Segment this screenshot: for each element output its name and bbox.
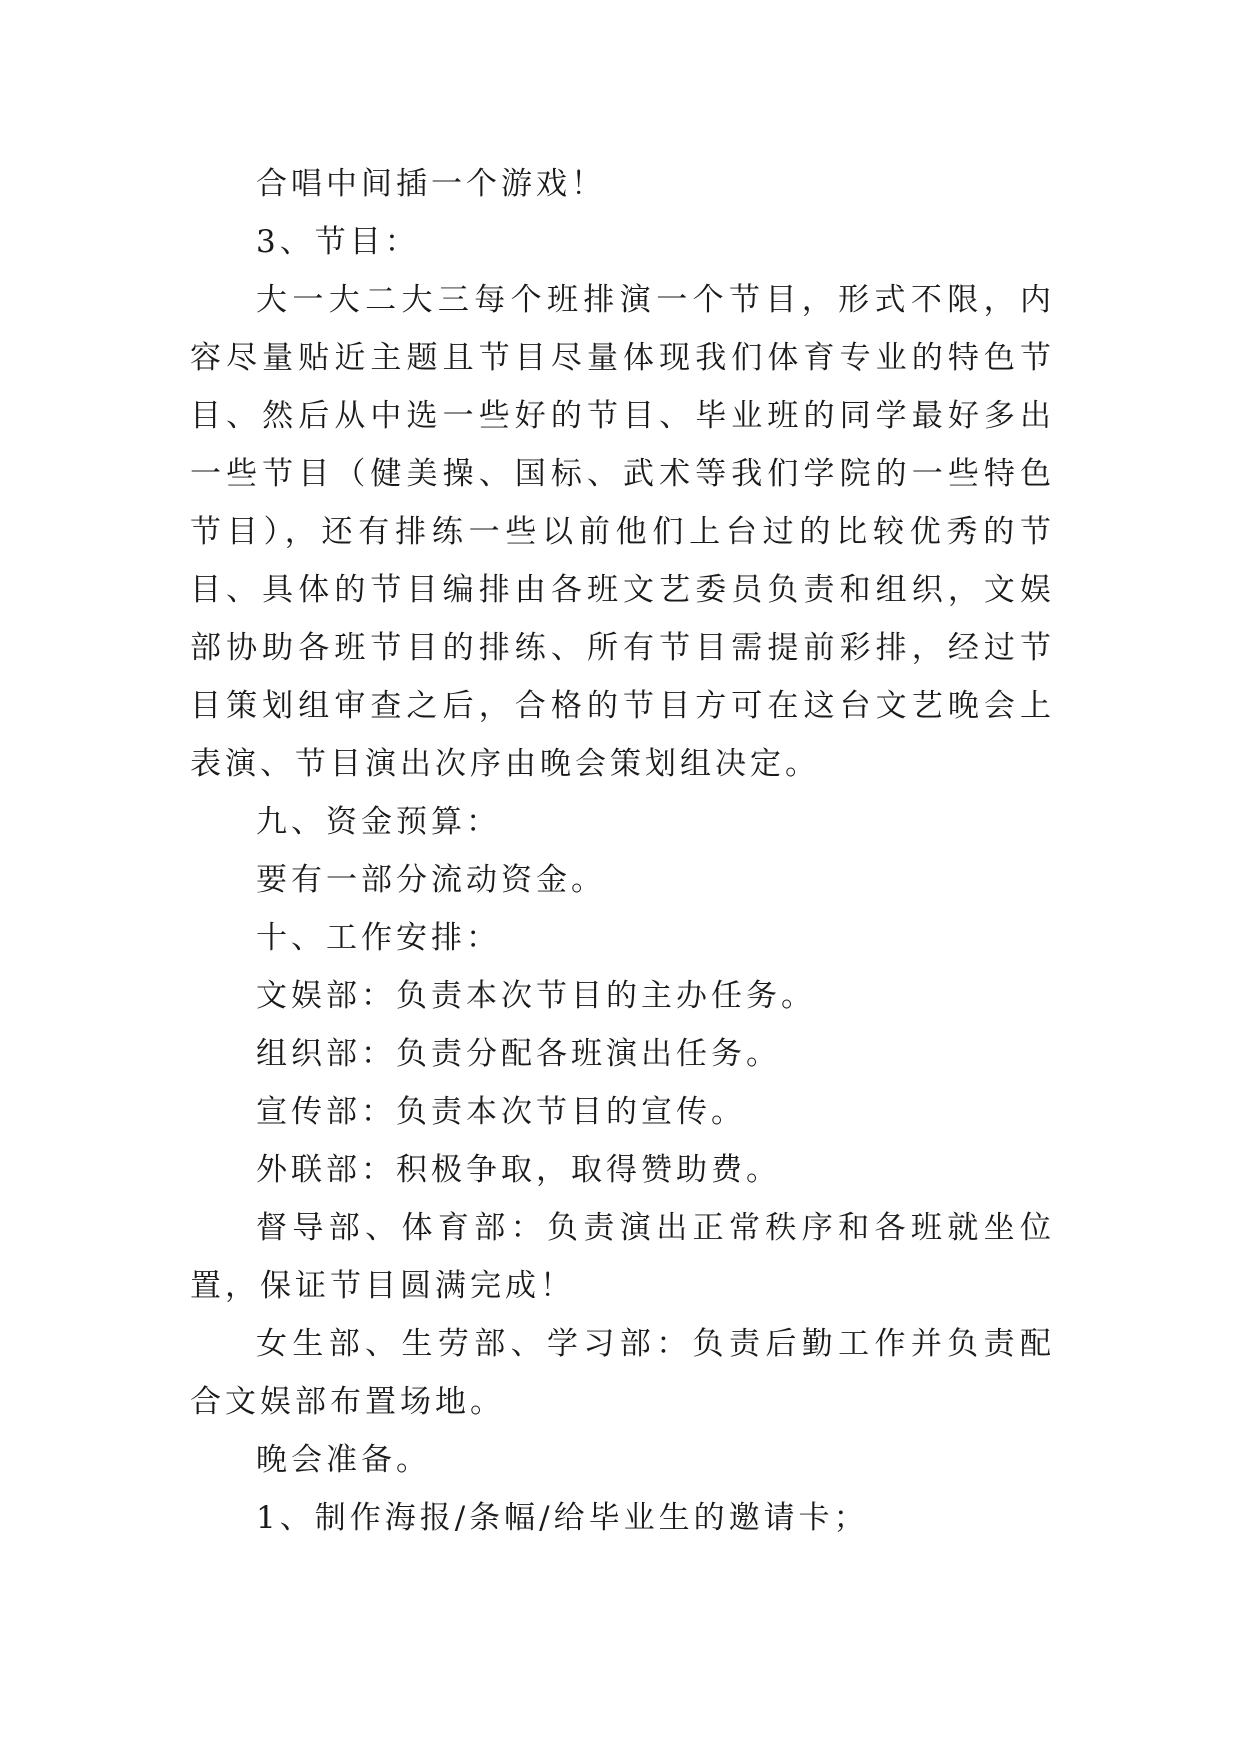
paragraph-supervision-sports-dept: 督导部、体育部：负责演出正常秩序和各班就坐位置，保证节目圆满完成！	[190, 1210, 1055, 1304]
paragraph-external-dept: 外联部：积极争取，取得赞助费。	[256, 1152, 781, 1188]
paragraph-entertainment-dept: 文娱部：负责本次节目的主办任务。	[256, 978, 816, 1014]
paragraph-logistics-depts: 女生部、生劳部、学习部：负责后勤工作并负责配合文娱部布置场地。	[190, 1326, 1055, 1420]
paragraph-publicity-dept: 宣传部：负责本次节目的宣传。	[256, 1094, 746, 1130]
paragraph-budget: 要有一部分流动资金。	[256, 862, 606, 898]
paragraph-programs-detail: 大一大二大三每个班排演一个节目，形式不限，内容尽量贴近主题且节目尽量体现我们体育专业的特色节目、然后从中选一些好的节目、毕业班的同学最好多出一些节目（健美操、国标、武术等我们学院的一些特色节目），还有排练一些以前他们上台过的比较优秀的节目、具体的节目编排由各班文艺委员负责和组织，文娱部协助各班节目的排练、所有节目需提前彩排，经过节目策划组审查之后，合格的节目方可在这台文艺晚会上表演、节目演出次序由晚会策划组决定。	[190, 282, 1055, 782]
paragraph-preparation-item-1: 1、制作海报/条幅/给毕业生的邀请卡；	[256, 1500, 869, 1536]
heading-work-arrangement: 十、工作安排：	[256, 920, 501, 956]
document-body	[190, 155, 1055, 1547]
heading-gala-preparation: 晚会准备。	[256, 1442, 431, 1478]
heading-programs: 3、节目：	[256, 224, 420, 260]
paragraph-game-insert: 合唱中间插一个游戏！	[256, 166, 606, 202]
heading-budget: 九、资金预算：	[256, 804, 501, 840]
paragraph-organization-dept: 组织部：负责分配各班演出任务。	[256, 1036, 781, 1072]
